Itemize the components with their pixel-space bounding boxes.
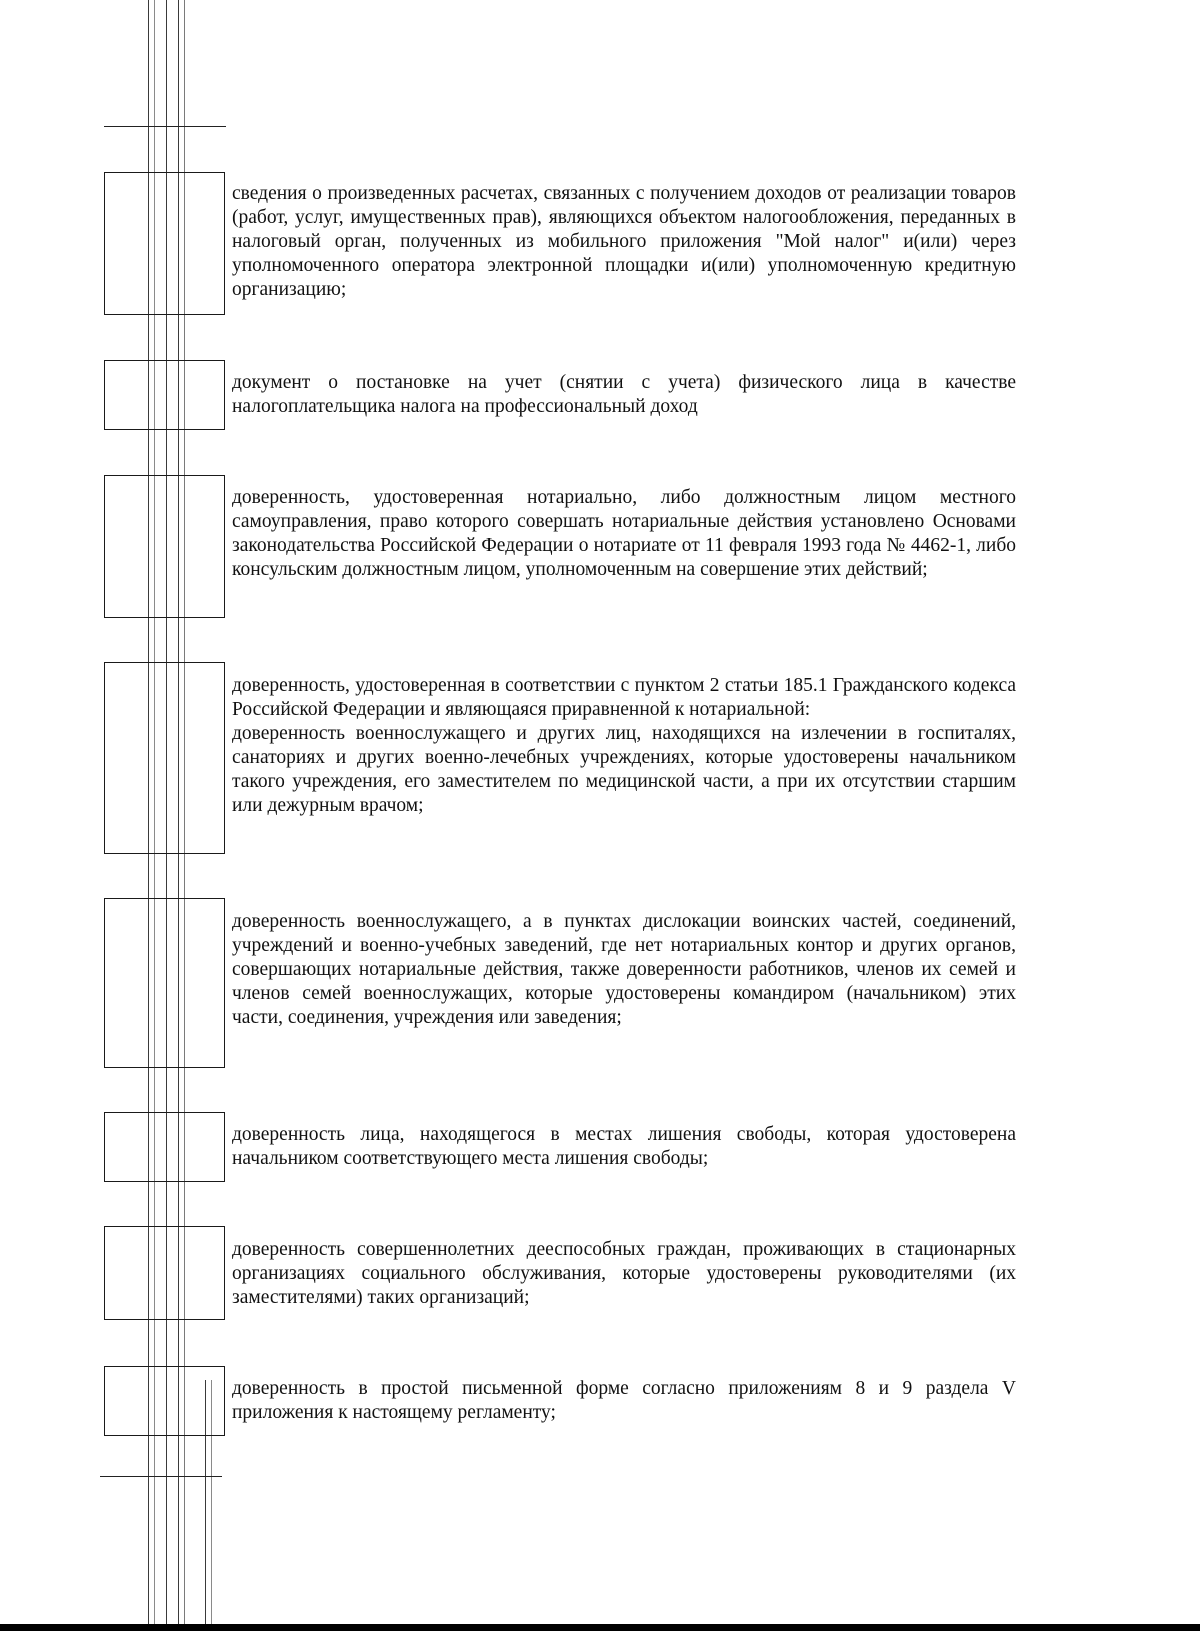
bottom-rule — [100, 1476, 222, 1477]
item-text-8: доверенность в простой письменной форме согласно приложениям 8 и 9 раздела V приложения к настоящему регламенту; — [232, 1378, 1016, 1423]
checkbox-5[interactable] — [104, 898, 225, 1068]
item-text-2: документ о постановке на учет (снятии с учета) физического лица в качестве налогоплательщика налога на профессиональный доход — [232, 372, 1016, 417]
checkbox-3[interactable] — [104, 475, 225, 618]
item-text-6: доверенность лица, находящегося в местах лишения свободы, которая удостоверена начальником соответствующего места лишения свободы; — [232, 1124, 1016, 1169]
checkbox-4[interactable] — [104, 662, 225, 854]
checkbox-1[interactable] — [104, 172, 225, 315]
item-text-4: доверенность, удостоверенная в соответствии с пунктом 2 статьи 185.1 Гражданского кодекса Российской Федерации и являющаяся приравненной к нотариальной: доверенность военнослужащего и других лиц, находящихся на излечении в госпиталях, санаториях и других военно-лечебных учреждениях, которые удостоверены начальником такого учреждения, его заместителем по медицинской части, а при их отсутствии старшим или дежурным врачом; — [232, 675, 1016, 816]
item-text-7: доверенность совершеннолетних дееспособных граждан, проживающих в стационарных организациях социального обслуживания, которые удостоверены руководителями (их заместителями) таких организаций; — [232, 1239, 1016, 1308]
item-text-3: доверенность, удостоверенная нотариально, либо должностным лицом местного самоуправления, право которого совершать нотариальные действия установлено Основами законодательства Российской Федерации о нотариате от 11 февраля 1993 года № 4462-1, либо консульским должностным лицом, уполномоченным на совершение этих действий; — [232, 487, 1016, 580]
item-text-5: доверенность военнослужащего, а в пунктах дислокации воинских частей, соединений, учреждений и военно-учебных заведений, где нет нотариальных контор и других органов, совершающих нотариальные действия, также доверенности работников, членов их семей и членов семей военнослужащих, которые удостоверены командиром (начальником) этих части, соединения, учреждения или заведения; — [232, 911, 1016, 1028]
checkbox-7[interactable] — [104, 1226, 225, 1320]
checkbox-8[interactable] — [104, 1366, 225, 1436]
scan-bottom-edge — [0, 1624, 1200, 1631]
checkbox-6[interactable] — [104, 1112, 225, 1182]
checkbox-2[interactable] — [104, 360, 225, 430]
top-rule — [104, 126, 226, 127]
item-text-1: сведения о произведенных расчетах, связанных с получением доходов от реализации товаров (работ, услуг, имущественных прав), являющихся объектом налогообложения, переданных в налоговый орган, полученных из мобильного приложения "Мой налог" и(или) через уполномоченного оператора электронной площадки и(или) уполномоченную кредитную организацию; — [232, 183, 1016, 300]
